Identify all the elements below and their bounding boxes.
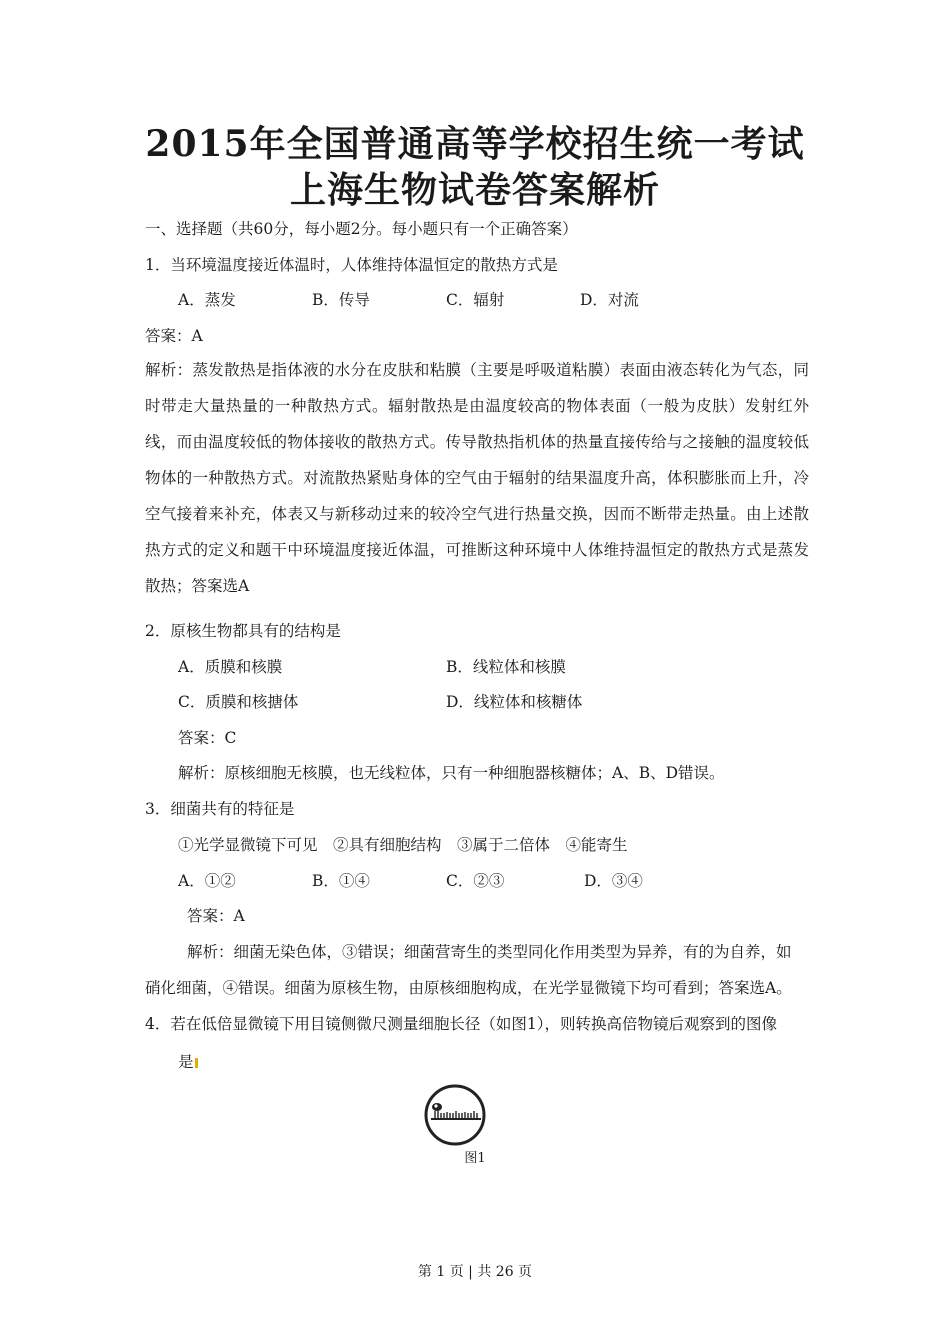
q3-option-b: B．①④ [312,872,370,890]
q1-option-d: D．对流 [580,291,639,309]
title-line-2: 上海生物试卷答案解析 [289,169,660,211]
q1-option-b: B．传导 [312,291,370,309]
q3-option-a: A．①② [178,872,236,890]
figure-caption: 图1 [464,1151,486,1166]
q2-option-d: D．线粒体和核糖体 [446,693,583,711]
microscope-field-figure [423,1083,487,1147]
q2-option-c: C．质膜和核搪体 [178,693,299,711]
q3-option-d: D．③④ [584,872,643,890]
q2-option-b: B．线粒体和核膜 [446,658,566,676]
q3-option-c: C．②③ [446,872,505,890]
q3-analysis-line-1: 解析：细菌无染色体，③错误；细菌营寄生的类型同化作用类型为异养，有的为自养，如 [187,943,792,961]
page-footer: 第 1 页 | 共 26 页 [417,1264,533,1280]
q2-analysis: 解析：原核细胞无核膜，也无线粒体，只有一种细胞器核糖体；A、B、D错误。 [178,764,725,782]
q2-answer: 答案：C [178,729,237,747]
q1-stem: 1．当环境温度接近体温时，人体维持体温恒定的散热方式是 [145,256,558,274]
q1-answer: 答案：A [145,327,203,345]
text-cursor-icon [195,1058,198,1068]
q1-option-c: C．辐射 [446,291,505,309]
q2-option-a: A．质膜和核膜 [178,658,283,676]
q3-features: ①光学显微镜下可见 ②具有细胞结构 ③属于二倍体 ④能寄生 [178,836,628,854]
q1-option-a: A．蒸发 [178,291,236,309]
q4-stem-line-2 [178,1051,198,1073]
q3-analysis-line-2: 硝化细菌，④错误。细菌为原核生物，由原核细胞构成，在光学显微镜下均可看到；答案选A。 [145,979,792,997]
q2-stem: 2．原核生物都具有的结构是 [145,622,341,640]
q4-stem-line-2-text: 是 [178,1053,194,1071]
q4-stem-line-1: 4．若在低倍显微镜下用目镜侧微尺测量细胞长径（如图1），则转换高倍物镜后观察到的图像 [145,1015,777,1033]
q3-answer: 答案：A [187,907,245,925]
cell-nucleus [434,1104,437,1107]
q3-stem: 3．细菌共有的特征是 [145,800,295,818]
title-line-1: 2015年全国普通高等学校招生统一考试 [145,123,805,165]
q1-analysis: 解析：蒸发散热是指体液的水分在皮肤和粘膜（主要是呼吸道粘膜）表面由液态转化为气态，同时带走大量热量的一种散热方式。辐射散热是由温度较高的物体表面（一般为皮肤）发射红外线，而由温度较低的物体接收的散热方式。传导散热指机体的热量直接传给与之接触的温度较低物体的一种散热方式。对流散热紧贴身体的空气由于辐射的结果温度升高，体积膨胀而上升，冷空气接着来补充，体表又与新移动过来的较冷空气进行热量交换，因而不断带走热量。由上述散热方式的定义和题干中环境温度接近体温，可推断这种环境中人体维持温恒定的散热方式是蒸发散热；答案选A [145,361,809,595]
section-heading: 一、选择题（共60分，每小题2分。每小题只有一个正确答案） [145,220,578,238]
